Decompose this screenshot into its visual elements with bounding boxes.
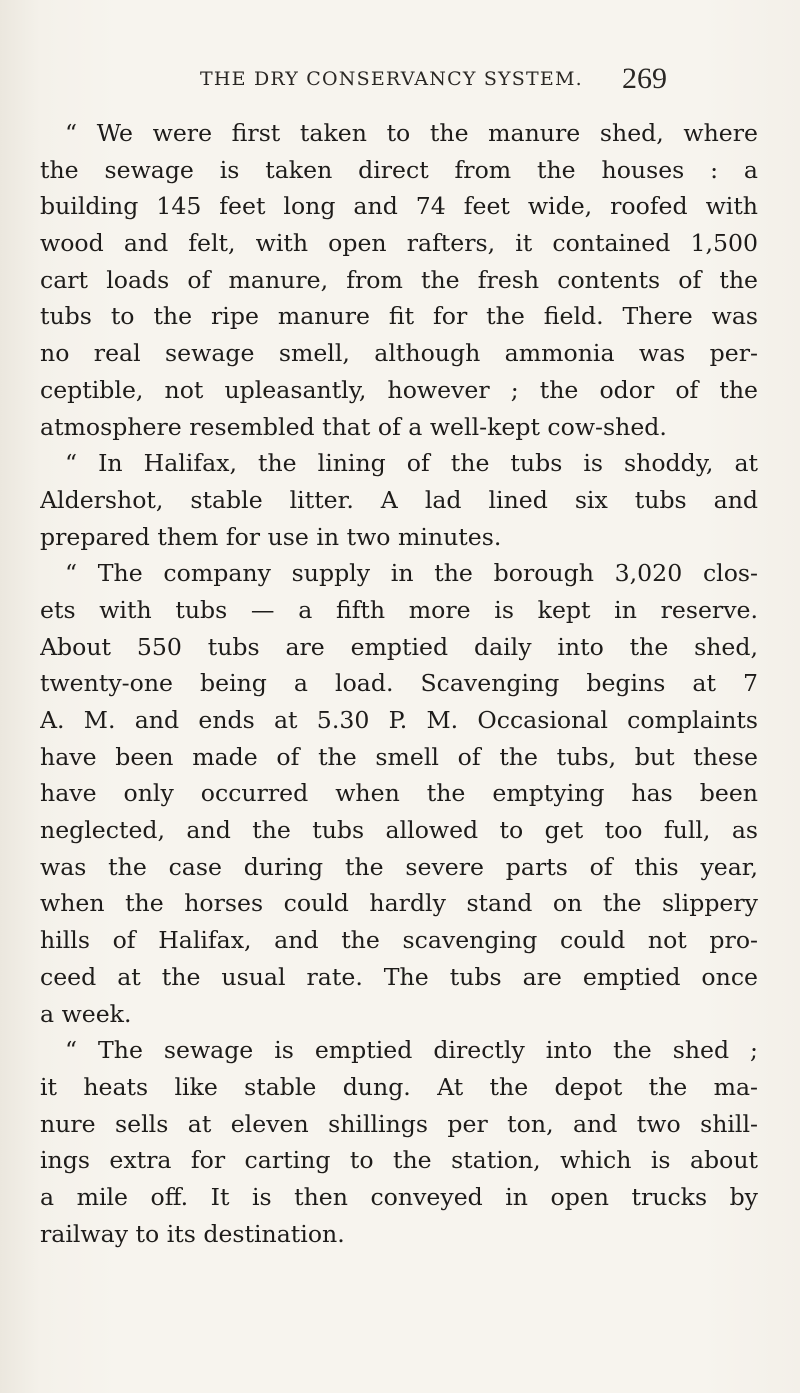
text-line: nure sells at eleven shillings per ton, and two shill-	[40, 1109, 758, 1138]
text-line: a week.	[40, 999, 132, 1028]
text-line: tubs to the ripe manure fit for the field. There was	[40, 302, 758, 331]
text-line: A. M. and ends at 5.30 P. M. Occasional complaints	[40, 706, 758, 734]
text-line: neglected, and the tubs allowed to get too full, as	[40, 816, 758, 845]
text-line: a mile off. It is then conveyed in open trucks by	[40, 1182, 758, 1211]
text-line: have been made of the smell of the tubs, but these	[40, 742, 758, 771]
text-line: hills of Halifax, and the scavenging could not pro-	[40, 926, 758, 955]
text-line: the sewage is taken direct from the houses : a	[40, 155, 758, 184]
text-line: ings extra for carting to the station, which is about	[40, 1146, 758, 1175]
text-line: atmosphere resembled that of a well-kept cow-shed.	[40, 412, 667, 441]
text-line: when the horses could hardly stand on the slippery	[40, 889, 758, 918]
text-line: About 550 tubs are emptied daily into the shed,	[40, 632, 758, 661]
running-head	[0, 62, 800, 102]
text-line: prepared them for use in two minutes.	[40, 522, 502, 551]
text-line: building 145 feet long and 74 feet wide, roofed with	[40, 192, 758, 221]
text-line: ceed at the usual rate. The tubs are emptied once	[40, 962, 758, 991]
paragraph-company-supply	[40, 555, 758, 1032]
text-line: twenty-one being a load. Scavenging begins at 7	[40, 669, 758, 698]
text-line: ets with tubs — a fifth more is kept in reserve.	[40, 595, 758, 624]
text-line: Aldershot, stable litter. A lad lined six tubs and	[40, 485, 758, 514]
text-line: was the case during the severe parts of this year,	[40, 852, 758, 881]
body-text	[40, 115, 758, 1252]
text-line: no real sewage smell, although ammonia was per-	[40, 339, 758, 368]
text-line: wood and felt, with open rafters, it contained 1,500	[40, 229, 758, 258]
text-line: “ We were first taken to the manure shed, where	[65, 119, 758, 147]
text-line: have only occurred when the emptying has been	[40, 779, 758, 808]
paragraph-halifax-lining	[40, 445, 758, 555]
paragraph-manure-shed	[40, 115, 758, 445]
paragraph-sewage-emptied	[40, 1032, 758, 1252]
running-title: THE DRY CONSERVANCY SYSTEM.	[200, 68, 583, 90]
text-line: “ The company supply in the borough 3,020 clos-	[65, 559, 758, 588]
page-number: 269	[622, 62, 667, 95]
text-line: ceptible, not upleasantly, however ; the odor of the	[40, 375, 758, 404]
text-line: it heats like stable dung. At the depot the ma-	[40, 1072, 758, 1101]
text-line: “ In Halifax, the lining of the tubs is shoddy, at	[65, 449, 758, 478]
text-line: railway to its destination.	[40, 1219, 345, 1248]
text-line: cart loads of manure, from the fresh contents of the	[40, 265, 758, 294]
text-line: “ The sewage is emptied directly into the shed ;	[65, 1036, 758, 1065]
